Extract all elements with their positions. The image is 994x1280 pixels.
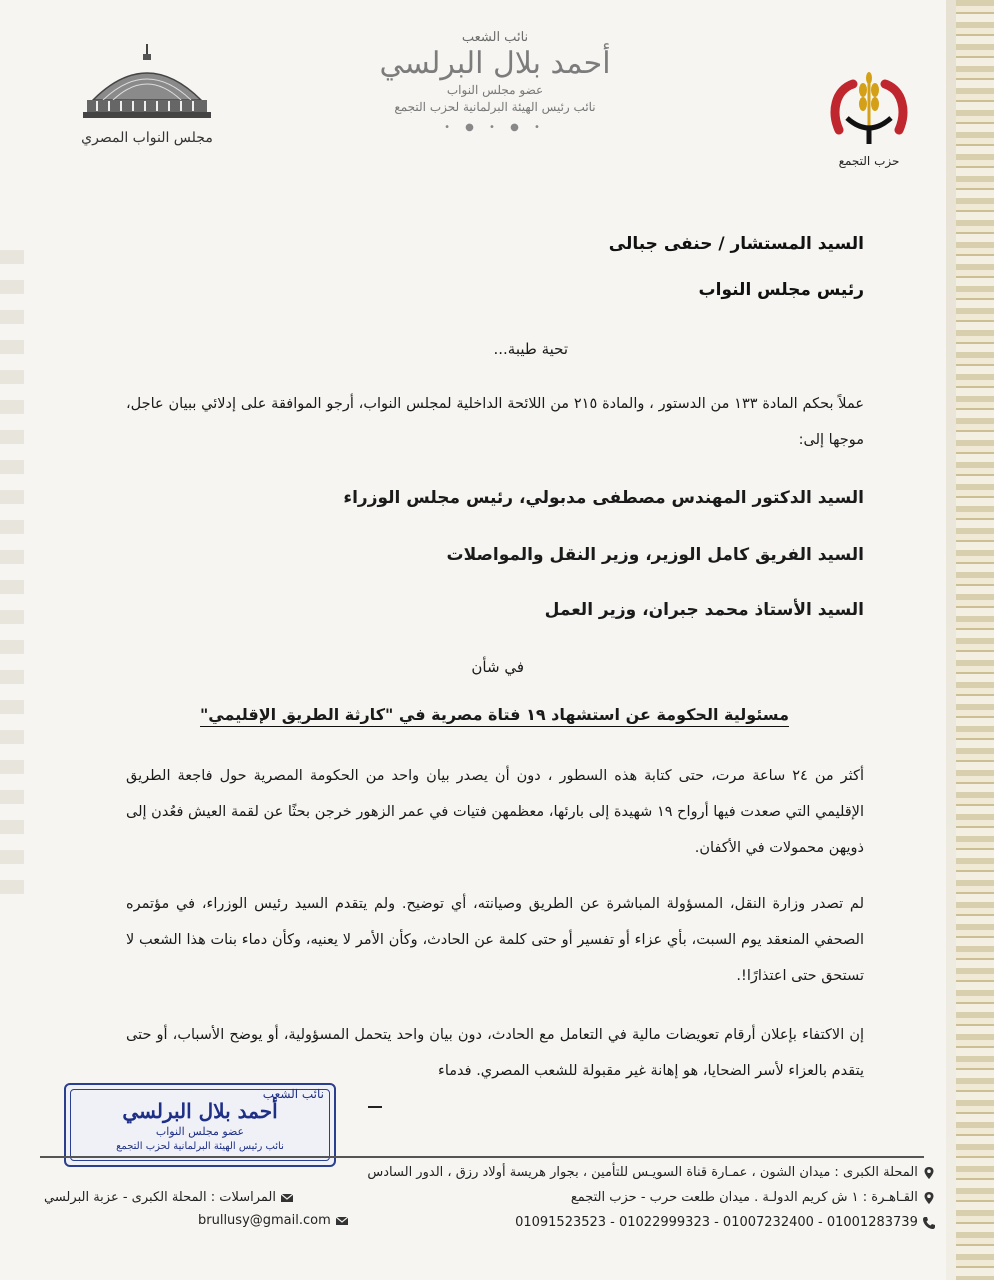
- body-paragraph-2: لم تصدر وزارة النقل، المسؤولة المباشرة عن الطريق وصيانته، أي توضيح. ولم يتقدم السيد رئيس الوزراء، في مؤتمره الصحفي المنعقد يوم السبت، بأي عزاء أو تفسير أو حتى كلمة عن الحادث، وكأن الأمر لا يعنيه، وكأن دماء بنات هذا الشعب لا تستحق حتى اعتذارًا!.: [126, 896, 864, 984]
- recipient-line-1: السيد المستشار / حنفى جبالى: [608, 234, 864, 254]
- address-2-text: القـاهـرة : ١ ش كريم الدولـة . ميدان طلعت حرب - حزب التجمع: [570, 1190, 918, 1205]
- footer-phones: [515, 1215, 936, 1230]
- mp-role: عضو مجلس النواب: [446, 83, 544, 97]
- footer-email[interactable]: [198, 1213, 349, 1228]
- watermark-glyphs: [0, 250, 24, 910]
- envelope-icon: [335, 1214, 349, 1228]
- envelope-icon: [280, 1191, 294, 1205]
- mp-letterhead: [370, 30, 620, 133]
- phone-icon: [922, 1216, 936, 1230]
- footer-address-1: [367, 1165, 936, 1180]
- border-strip: [946, 0, 956, 1280]
- official-stamp: [64, 1083, 336, 1167]
- stamp-name: أحمد بلال البرلسي: [122, 1099, 278, 1123]
- party-name: حزب التجمع: [838, 154, 900, 168]
- location-pin-icon: [922, 1191, 936, 1205]
- parliament-emblem: [72, 40, 222, 160]
- mail-text: المراسلات : المحلة الكبرى - عزبة البرلسي: [44, 1190, 276, 1205]
- emblem-caption: مجلس النواب المصري: [81, 130, 213, 146]
- parliament-dome-icon: [79, 40, 215, 120]
- stamp-title: نائب الشعب: [262, 1087, 324, 1101]
- addressee-1: السيد الدكتور المهندس مصطفى مدبولي، رئيس مجلس الوزراء: [343, 488, 864, 508]
- stamp-party-role: نائب رئيس الهيئة البرلمانية لحزب التجمع: [116, 1141, 284, 1152]
- greeting: تحية طيبة...: [493, 340, 568, 358]
- mp-party-role: نائب رئيس الهيئة البرلمانية لحزب التجمع: [394, 99, 596, 114]
- mp-name: أحمد بلال البرلسي: [379, 46, 611, 81]
- body-paragraph-1: أكثر من ٢٤ ساعة مرت، حتى كتابة هذه السطور ، دون أن يصدر بيان واحد من الحكومة المصرية حول فاجعة الطريق الإقليمي التي صعدت فيها أرواح ١٩ شهيدة إلى بارئها، معظمهن فتيات في عمر الزهور خرجن بحثًا عن لقمة العيش فعُدن إلى ذويهن محمولات في الأكفان.: [126, 768, 864, 856]
- subject-line: مسئولية الحكومة عن استشهاد ١٩ فتاة مصرية في "كارثة الطريق الإقليمي": [200, 705, 789, 727]
- footer-divider: [40, 1156, 924, 1158]
- address-1-text: المحلة الكبرى : ميدان الشون ، عمـارة قناة السويـس للتأمين ، بجوار هريسة أولاد رزق ، الدور السادس: [367, 1165, 918, 1180]
- continuation-dash: [368, 1106, 382, 1108]
- footer-address-2: [571, 1190, 936, 1205]
- party-logo: [824, 72, 914, 168]
- decorative-border: [954, 0, 994, 1280]
- phones-text: 01091523523 - 01022999323 - 01007232400 - 01001283739: [515, 1215, 918, 1230]
- stamp-role: عضو مجلس النواب: [155, 1125, 245, 1138]
- regarding-label: في شأن: [471, 658, 524, 676]
- ornament-dots: • ● • ● •: [444, 121, 546, 133]
- footer-mail: [44, 1190, 294, 1205]
- recipient-line-2: رئيس مجلس النواب: [698, 280, 864, 300]
- body-paragraph-3: إن الاكتفاء بإعلان أرقام تعويضات مالية في التعامل مع الحادث، دون بيان واحد يتحمل المسؤولية، أو يوضح الأسباب، أو حتى يتقدم بالعزاء لأسر الضحايا، هو إهانة غير مقبولة للشعب المصري. فدماء: [126, 1027, 864, 1079]
- mp-title: نائب الشعب: [461, 30, 529, 45]
- addressee-2: السيد الفريق كامل الوزير، وزير النقل والمواصلات: [446, 545, 864, 565]
- email-text[interactable]: brullusy@gmail.com: [198, 1213, 331, 1228]
- addressee-3: السيد الأستاذ محمد جبران، وزير العمل: [544, 600, 864, 620]
- location-pin-icon: [922, 1166, 936, 1180]
- party-logo-icon: [829, 72, 909, 148]
- intro-paragraph: عملاً بحكم المادة ١٣٣ من الدستور ، والمادة ٢١٥ من اللائحة الداخلية لمجلس النواب، أرجو الموافقة على إدلائي ببيان عاجل، موجها إلى:: [126, 396, 864, 448]
